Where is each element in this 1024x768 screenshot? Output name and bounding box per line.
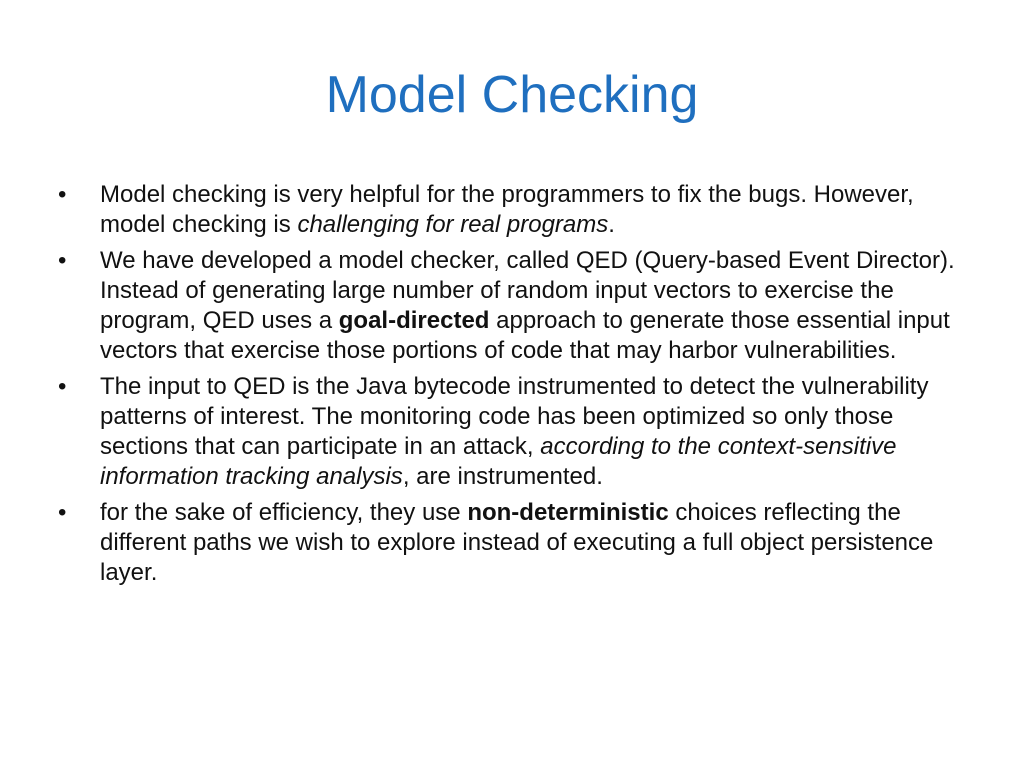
bullet-dot-icon: • <box>58 181 67 208</box>
bullet-strong: non-deterministic <box>467 499 669 526</box>
bullet-text: The input to QED is the Java bytecode instrumented to detect the vulnerability patterns of interest. The monitoring code has been optimized so only those sections that can participate in an attack, <box>100 373 929 460</box>
bullet-text: for the sake of efficiency, they use <box>100 499 468 526</box>
bullet-item <box>58 246 978 366</box>
bullet-text: choices reflecting the different paths we wish to explore instead of executing a full object persistence layer. <box>100 499 934 586</box>
bullet-text: We have developed a model checker, called QED (Query-based Event Director). Instead of generating large number of random input vectors to exercise the program, QED uses a <box>100 247 955 334</box>
slide-title: Model Checking <box>325 66 699 124</box>
bullet-text: Model checking is very helpful for the programmers to fix the bugs. However, model checking is <box>100 181 914 238</box>
bullet-emphasis: challenging for real programs <box>297 211 609 238</box>
bullet-text: , are instrumented. <box>402 463 603 490</box>
bullet-dot-icon: • <box>58 247 67 274</box>
bullet-dot-icon: • <box>58 499 67 526</box>
bullet-text: . <box>608 211 615 238</box>
bullet-item <box>58 180 978 240</box>
bullet-list <box>58 180 978 594</box>
bullet-item <box>58 498 978 588</box>
bullet-emphasis: according to the context-sensitive information tracking analysis <box>100 433 897 490</box>
bullet-text: approach to generate those essential input vectors that exercise those portions of code that may harbor vulnerabilities. <box>100 307 950 364</box>
bullet-strong: goal-directed <box>338 307 490 334</box>
bullet-item <box>58 372 978 492</box>
bullet-dot-icon: • <box>58 373 67 400</box>
